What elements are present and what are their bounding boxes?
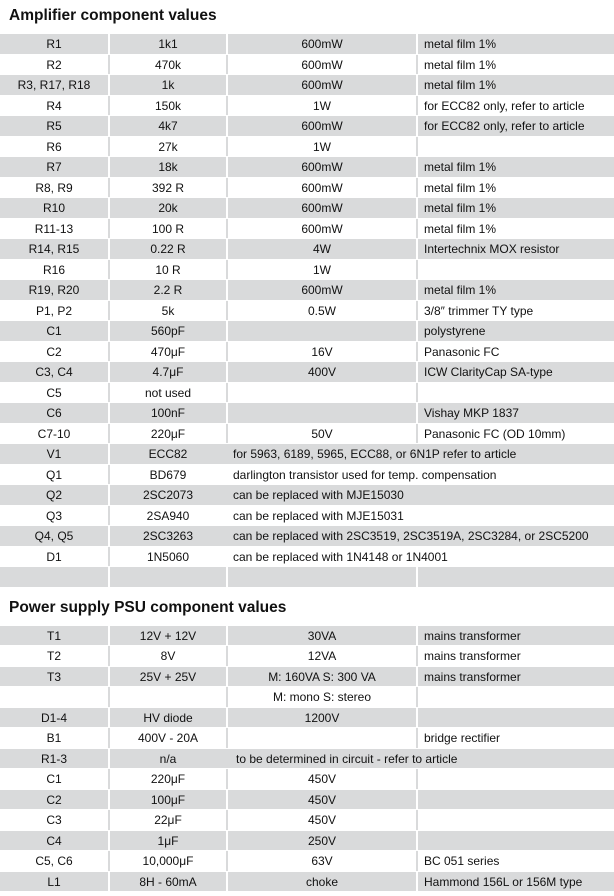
table-row: [0, 769, 614, 790]
component-note-cell: can be replaced with MJE15030: [233, 488, 404, 502]
component-note-cell: [416, 383, 614, 403]
component-ref-cell: D1-4: [40, 710, 67, 725]
component-ref-cell: R6: [46, 139, 62, 154]
component-rating-cell: 600mW: [226, 116, 416, 136]
table-row: [0, 485, 614, 506]
component-value-cell: 5k: [108, 301, 226, 321]
component-ref-cell: C1: [46, 772, 62, 786]
component-ref-cell: C1: [46, 324, 62, 338]
table-row: [0, 790, 614, 811]
component-ref-cell: C7-10: [37, 426, 71, 441]
component-value-cell: 2SA940: [108, 506, 226, 526]
component-value-cell: [108, 687, 226, 707]
psu-heading: Power supply PSU component values: [9, 598, 287, 616]
component-ref-cell: Q3: [45, 508, 62, 523]
table-row: [0, 342, 614, 363]
table-row: [0, 34, 614, 55]
table-row: [0, 547, 614, 568]
component-note-cell: mains transformer: [416, 626, 614, 646]
table-row: [0, 851, 614, 872]
table-row: [0, 301, 614, 322]
component-value-cell: 100μF: [108, 790, 226, 810]
component-value-cell: 1k: [108, 75, 226, 95]
component-note-cell: [416, 687, 614, 707]
component-ref-cell: C2: [46, 792, 62, 807]
component-ref-cell: R19, R20: [28, 283, 80, 297]
component-rating-cell: [226, 567, 416, 587]
component-note-cell: mains transformer: [416, 667, 614, 687]
amplifier-heading: Amplifier component values: [9, 7, 217, 24]
component-ref-cell: C5: [46, 385, 62, 400]
component-value-cell: 22μF: [108, 810, 226, 830]
component-ref-cell: C2: [46, 344, 62, 359]
component-note-cell: to be determined in circuit - refer to article: [236, 751, 458, 766]
table-row: [0, 55, 614, 76]
component-rating-cell: M: 160VA S: 300 VA: [226, 667, 416, 687]
table-row: [0, 506, 614, 527]
component-ref-cell: R1: [46, 37, 62, 51]
component-rating-cell: 1W: [226, 137, 416, 157]
table-row: [0, 749, 614, 770]
component-value-cell: 220μF: [108, 769, 226, 789]
component-value-cell: 4.7μF: [108, 362, 226, 382]
component-value-cell: 25V + 25V: [108, 667, 226, 687]
component-note-cell: metal film 1%: [416, 75, 614, 95]
table-row: [0, 465, 614, 486]
table-row: [0, 567, 614, 588]
table-row: [0, 137, 614, 158]
table-row: [0, 219, 614, 240]
component-value-cell: 2SC2073: [108, 485, 226, 505]
table-row: [0, 321, 614, 342]
component-ref-cell: C4: [46, 833, 62, 848]
component-rating-cell: 600mW: [226, 157, 416, 177]
table-row: [0, 831, 614, 852]
table-row: [0, 626, 614, 647]
component-ref-cell: R5: [46, 119, 62, 133]
table-row: [0, 239, 614, 260]
component-note-cell: [416, 137, 614, 157]
component-ref-cell: R3, R17, R18: [17, 78, 91, 92]
component-ref-cell: Q4, Q5: [34, 529, 74, 543]
component-value-cell: 220μF: [108, 424, 226, 444]
component-ref-cell: R14, R15: [28, 242, 80, 256]
table-row: [0, 526, 614, 547]
table-row: [0, 810, 614, 831]
component-ref-cell: Q2: [45, 488, 62, 502]
component-value-cell: 2SC3263: [108, 526, 226, 546]
component-value-cell: 8H - 60mA: [108, 872, 226, 892]
component-ref-cell: T3: [46, 669, 61, 684]
component-note-cell: metal film 1%: [416, 55, 614, 75]
component-value-cell: BD679: [108, 465, 226, 485]
component-ref-cell: R16: [42, 262, 65, 277]
table-row: [0, 708, 614, 729]
component-note-cell: metal film 1%: [416, 34, 614, 54]
component-ref-cell: [0, 687, 108, 707]
component-note-cell: Intertechnix MOX resistor: [416, 239, 614, 259]
table-row: [0, 157, 614, 178]
component-rating-cell: 0.5W: [226, 301, 416, 321]
amplifier-table: [0, 34, 614, 588]
component-ref-cell: T2: [46, 649, 61, 663]
component-rating-cell: 4W: [226, 239, 416, 259]
component-note-cell: [416, 260, 614, 280]
component-rating-cell: [226, 728, 416, 748]
table-row: [0, 444, 614, 465]
component-rating-cell: [226, 321, 416, 341]
table-row: [0, 383, 614, 404]
component-note-cell: metal film 1%: [416, 219, 614, 239]
component-value-cell: 8V: [108, 646, 226, 666]
component-value-cell: not used: [108, 383, 226, 403]
component-ref-cell: R8, R9: [35, 180, 73, 195]
component-ref-cell: R4: [46, 98, 62, 113]
component-ref-cell: T1: [46, 628, 61, 643]
component-value-cell: 470μF: [108, 342, 226, 362]
component-note-cell: 3/8″ trimmer TY type: [416, 301, 614, 321]
table-row: [0, 75, 614, 96]
table-row: [0, 872, 614, 893]
component-ref-cell: C3, C4: [35, 365, 73, 379]
component-ref-cell: C3: [46, 813, 62, 827]
component-rating-cell: 16V: [226, 342, 416, 362]
component-value-cell: 1N5060: [108, 547, 226, 567]
component-rating-cell: 1W: [226, 96, 416, 116]
component-note-cell: ICW ClarityCap SA-type: [416, 362, 614, 382]
component-value-cell: 27k: [108, 137, 226, 157]
component-rating-cell: 450V: [226, 790, 416, 810]
component-value-cell: 10,000μF: [108, 851, 226, 871]
component-rating-cell: M: mono S: stereo: [226, 687, 416, 707]
component-rating-cell: 400V: [226, 362, 416, 382]
component-value-cell: 150k: [108, 96, 226, 116]
component-value-cell: 18k: [108, 157, 226, 177]
component-value-cell: 0.22 R: [108, 239, 226, 259]
table-row: [0, 403, 614, 424]
component-value-cell: 4k7: [108, 116, 226, 136]
component-ref-cell: R10: [42, 201, 65, 215]
component-value-cell: 10 R: [108, 260, 226, 280]
table-row: [0, 362, 614, 383]
table-row: [0, 667, 614, 688]
component-value-cell: 100 R: [108, 219, 226, 239]
table-row: [0, 646, 614, 667]
component-note-cell: metal film 1%: [416, 280, 614, 300]
component-rating-cell: 1200V: [226, 708, 416, 728]
component-value-cell: 100nF: [108, 403, 226, 423]
component-note-cell: BC 051 series: [416, 851, 614, 871]
component-note-cell: metal film 1%: [416, 198, 614, 218]
component-rating-cell: 600mW: [226, 55, 416, 75]
component-ref-cell: R1-3: [40, 751, 67, 766]
component-value-cell: ECC82: [108, 444, 226, 464]
component-note-cell: can be replaced with MJE15031: [233, 508, 404, 523]
component-ref-cell: Q1: [45, 467, 62, 482]
table-row: [0, 116, 614, 137]
component-note-cell: [416, 831, 614, 851]
component-ref-cell: R7: [46, 160, 62, 174]
component-note-cell: Hammond 156L or 156M type: [416, 872, 614, 892]
component-rating-cell: 600mW: [226, 75, 416, 95]
component-note-cell: bridge rectifier: [416, 728, 614, 748]
component-rating-cell: 600mW: [226, 280, 416, 300]
component-value-cell: 1k1: [108, 34, 226, 54]
component-value-cell: 12V + 12V: [108, 626, 226, 646]
table-row: [0, 280, 614, 301]
component-ref-cell: V1: [46, 447, 62, 461]
component-value-cell: 560pF: [108, 321, 226, 341]
component-rating-cell: 450V: [226, 810, 416, 830]
table-row: [0, 198, 614, 219]
table-row: [0, 178, 614, 199]
component-ref-cell: R11-13: [34, 221, 74, 236]
table-row: [0, 687, 614, 708]
component-note-cell: [416, 790, 614, 810]
component-ref-cell: C5, C6: [35, 854, 73, 868]
table-row: [0, 260, 614, 281]
component-value-cell: 400V - 20A: [108, 728, 226, 748]
psu-table: [0, 626, 614, 893]
component-rating-cell: 30VA: [226, 626, 416, 646]
component-note-cell: for ECC82 only, refer to article: [416, 96, 614, 116]
component-note-cell: metal film 1%: [416, 157, 614, 177]
component-note-cell: metal film 1%: [416, 178, 614, 198]
component-rating-cell: 50V: [226, 424, 416, 444]
component-ref-cell: P1, P2: [35, 303, 73, 318]
component-note-cell: can be replaced with 2SC3519, 2SC3519A, 2SC3284, or 2SC5200: [233, 529, 589, 543]
component-note-cell: polystyrene: [416, 321, 614, 341]
component-value-cell: 2.2 R: [108, 280, 226, 300]
component-note-cell: Panasonic FC (OD 10mm): [416, 424, 614, 444]
component-value-cell: n/a: [108, 749, 226, 769]
component-rating-cell: [226, 403, 416, 423]
component-rating-cell: 63V: [226, 851, 416, 871]
component-note-cell: can be replaced with 1N4148 or 1N4001: [233, 549, 448, 564]
component-rating-cell: 450V: [226, 769, 416, 789]
component-value-cell: 20k: [108, 198, 226, 218]
component-ref-cell: R2: [46, 57, 62, 72]
component-ref-cell: D1: [46, 549, 62, 564]
component-rating-cell: 250V: [226, 831, 416, 851]
component-note-cell: [416, 708, 614, 728]
component-value-cell: 470k: [108, 55, 226, 75]
component-note-cell: [416, 567, 614, 587]
component-value-cell: [108, 567, 226, 587]
component-value-cell: HV diode: [108, 708, 226, 728]
component-note-cell: for ECC82 only, refer to article: [416, 116, 614, 136]
component-ref-cell: L1: [47, 874, 61, 889]
component-ref-cell: B1: [46, 731, 62, 745]
component-rating-cell: [226, 383, 416, 403]
component-rating-cell: 1W: [226, 260, 416, 280]
component-rating-cell: 12VA: [226, 646, 416, 666]
component-note-cell: [416, 769, 614, 789]
component-rating-cell: 600mW: [226, 34, 416, 54]
component-value-cell: 392 R: [108, 178, 226, 198]
component-rating-cell: 600mW: [226, 178, 416, 198]
component-note-cell: mains transformer: [416, 646, 614, 666]
component-ref-cell: [0, 567, 108, 587]
component-note-cell: [416, 810, 614, 830]
component-note-cell: Vishay MKP 1837: [416, 403, 614, 423]
component-ref-cell: C6: [46, 406, 62, 420]
component-rating-cell: 600mW: [226, 198, 416, 218]
component-note-cell: Panasonic FC: [416, 342, 614, 362]
component-value-cell: 1μF: [108, 831, 226, 851]
component-note-cell: for 5963, 6189, 5965, ECC88, or 6N1P refer to article: [233, 447, 517, 461]
table-row: [0, 728, 614, 749]
table-row: [0, 96, 614, 117]
component-note-cell: darlington transistor used for temp. compensation: [233, 467, 497, 482]
component-rating-cell: choke: [226, 872, 416, 892]
table-row: [0, 424, 614, 445]
component-rating-cell: 600mW: [226, 219, 416, 239]
